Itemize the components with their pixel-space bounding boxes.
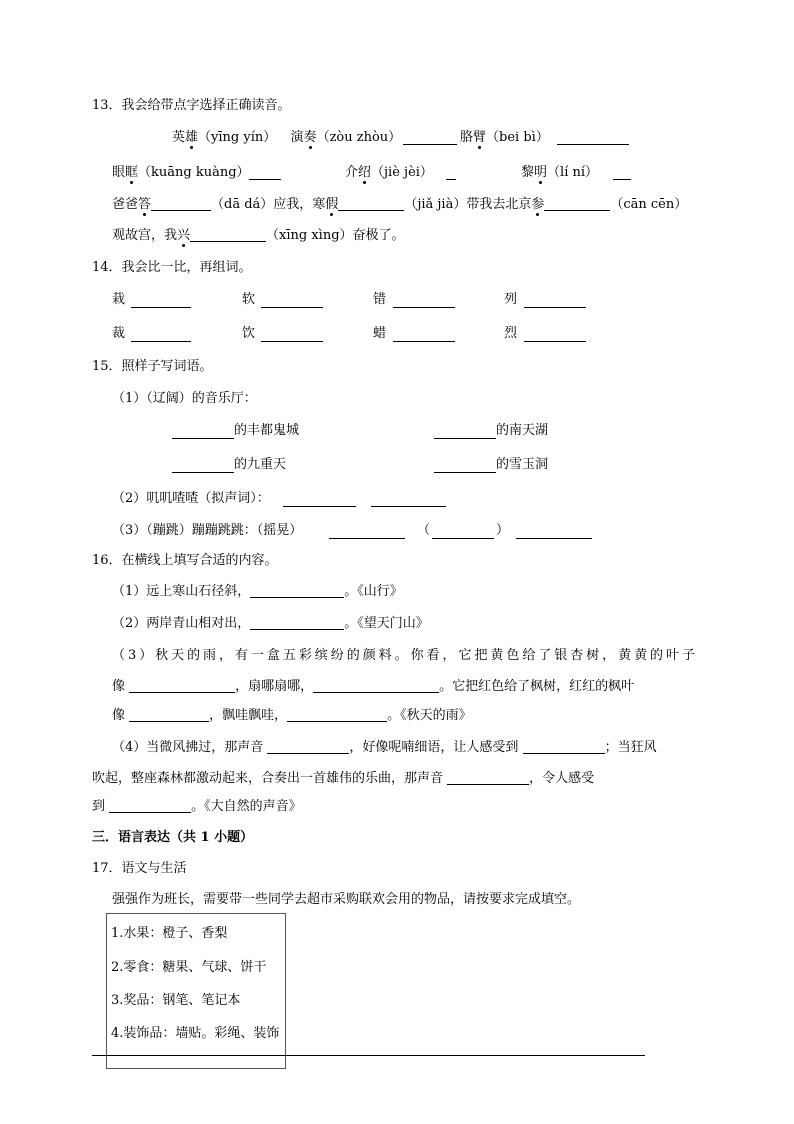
- list-item: 2.零食：糖果、气球、饼干: [111, 960, 267, 975]
- answer-blank[interactable]: [446, 165, 456, 180]
- q16-sub4-line2: [92, 769, 594, 789]
- q13-row2-c: [521, 163, 598, 183]
- q16-sub4-line1: [112, 738, 657, 758]
- shopping-list-box: [106, 913, 286, 1069]
- q15-sub3: [112, 521, 302, 541]
- text: ；当狂风: [604, 740, 657, 755]
- answer-blank[interactable]: [261, 327, 323, 342]
- compare-char: 栽: [112, 292, 126, 307]
- compare-char: 蜡: [373, 326, 387, 341]
- phrase-suffix: 的南天湖: [496, 423, 549, 438]
- answer-blank[interactable]: [371, 492, 446, 507]
- answer-blank[interactable]: [172, 424, 234, 439]
- answer-blank[interactable]: [129, 707, 209, 722]
- answer-blank[interactable]: [403, 130, 457, 145]
- q13-row1-c: [460, 128, 549, 148]
- text: 像: [112, 679, 126, 694]
- q16-sub2: [112, 614, 429, 634]
- q13-title: 13．我会给带点字选择正确读音。: [92, 98, 291, 113]
- source-text: 。《秋天的雨》: [387, 708, 472, 723]
- compare-char: 列: [504, 292, 518, 307]
- answer-blank[interactable]: [109, 798, 191, 813]
- pinyin-options: （jiǎ jià）带我去北京: [404, 197, 532, 212]
- pinyin-options: （lí ní）: [547, 165, 599, 180]
- answer-blank[interactable]: [129, 678, 235, 693]
- pinyin-options: （kuāng kuàng）: [138, 165, 250, 180]
- compare-char: 饮: [242, 326, 256, 341]
- answer-blank[interactable]: [434, 424, 496, 439]
- compare-char: 软: [242, 292, 256, 307]
- list-item: 3.奖品：钢笔、笔记本: [111, 993, 241, 1008]
- list-item: 1.水果：橙子、香梨: [111, 926, 228, 941]
- answer-blank[interactable]: [250, 583, 344, 598]
- dotted-char: 明: [534, 165, 548, 180]
- word-text: 英: [172, 130, 186, 145]
- prompt-text: （3）（蹦跳）蹦蹦跳跳：（摇晃）: [112, 523, 303, 538]
- source-text: 。《大自然的声音》: [191, 799, 302, 814]
- source-text: 。《山行》: [344, 584, 403, 599]
- text: 吹起，整座森林都激动起来，合奏出一首雄伟的乐曲，那声音: [92, 771, 444, 786]
- text: 观故宫，我: [112, 228, 178, 243]
- answer-blank[interactable]: [557, 130, 629, 145]
- word-text: 黎: [521, 165, 535, 180]
- q15-title: 15．照样子写词语。: [92, 359, 213, 374]
- q13-row4: [112, 226, 405, 246]
- answer-blank[interactable]: [338, 196, 404, 211]
- answer-blank[interactable]: [434, 458, 496, 473]
- text: ，扇哪扇哪，: [235, 679, 314, 694]
- answer-blank[interactable]: [131, 293, 191, 308]
- dotted-char: 雄: [185, 130, 199, 145]
- q13-row1: [172, 128, 401, 148]
- pinyin-options: （bei bì）: [486, 130, 549, 145]
- q13-row2-a: [112, 163, 250, 183]
- q16-sub4-line3: [92, 797, 302, 817]
- pinyin-options: （dā dá）应我，寒: [211, 197, 326, 212]
- word-text: 演: [290, 130, 304, 145]
- answer-blank[interactable]: [190, 227, 266, 242]
- answer-blank[interactable]: [524, 327, 586, 342]
- answer-blank[interactable]: [524, 293, 586, 308]
- answer-blank[interactable]: [267, 739, 349, 754]
- q17-title: 17．语文与生活: [92, 861, 187, 876]
- footer-divider: [92, 1055, 645, 1056]
- answer-blank[interactable]: [313, 678, 439, 693]
- text: ，令人感受: [529, 771, 595, 786]
- phrase-suffix: 的九重天: [234, 457, 287, 472]
- answer-blank[interactable]: [131, 327, 191, 342]
- q16-sub1: [112, 582, 403, 602]
- compare-char: 裁: [112, 326, 126, 341]
- prompt-text: （2）叽叽喳喳（拟声词）：: [112, 491, 270, 506]
- answer-blank[interactable]: [250, 615, 344, 630]
- dotted-char: 臂: [473, 130, 487, 145]
- text: （4）当微风拂过，那声音: [112, 740, 264, 755]
- answer-blank[interactable]: [329, 524, 405, 539]
- answer-blank[interactable]: [516, 524, 592, 539]
- answer-blank[interactable]: [393, 327, 455, 342]
- phrase-suffix: 的丰都鬼城: [234, 423, 300, 438]
- q16-sub3-line3: [112, 706, 472, 726]
- answer-blank[interactable]: [261, 293, 323, 308]
- answer-blank[interactable]: [393, 293, 455, 308]
- answer-blank[interactable]: [151, 196, 211, 211]
- q15-sub2: [112, 489, 270, 509]
- dotted-char: 眶: [125, 165, 139, 180]
- section-heading: 三．语言表达（共 1 小题）: [92, 830, 254, 845]
- paren-close: ）: [496, 523, 510, 538]
- q14-title: 14．我会比一比，再组词。: [92, 260, 252, 275]
- dotted-char: 绍: [358, 165, 372, 180]
- text: ，好像呢喃细语，让人感受到: [349, 740, 519, 755]
- q17-intro: 强强作为班长，需要带一些同学去超市采购联欢会用的物品，请按要求完成填空。: [112, 892, 581, 907]
- pinyin-options: （xīng xìng）奋极了。: [266, 228, 405, 243]
- word-text: 胳: [460, 130, 474, 145]
- prompt-text: （2）两岸青山相对出，: [112, 616, 251, 631]
- word-text: 眼: [112, 165, 126, 180]
- answer-blank[interactable]: [283, 492, 356, 507]
- answer-blank[interactable]: [544, 196, 610, 211]
- answer-blank[interactable]: [249, 165, 281, 180]
- answer-blank[interactable]: [172, 458, 234, 473]
- answer-blank[interactable]: [447, 770, 529, 785]
- dotted-char: 兴: [177, 228, 191, 243]
- answer-blank[interactable]: [523, 739, 605, 754]
- text: 爸爸: [112, 197, 139, 212]
- pinyin-options: （yīng yín）: [198, 130, 277, 145]
- q16-sub3-line2: [112, 677, 634, 697]
- pinyin-options: （jiè jèi）: [371, 165, 433, 180]
- q13-row3: [112, 195, 687, 215]
- pinyin-options: （zòu zhòu）: [316, 130, 402, 145]
- paren-open: （: [417, 523, 431, 538]
- dotted-char: 奏: [303, 130, 317, 145]
- answer-blank[interactable]: [287, 707, 387, 722]
- list-item: 4.装饰品：墙贴。彩绳、装饰: [111, 1026, 280, 1041]
- text: 到: [92, 799, 106, 814]
- dotted-char: 假: [325, 197, 339, 212]
- answer-blank[interactable]: [432, 524, 494, 539]
- text: ，飘哇飘哇，: [209, 708, 288, 723]
- phrase-suffix: 的雪玉洞: [496, 457, 549, 472]
- pinyin-options: （cān cēn）: [610, 197, 688, 212]
- dotted-char: 参: [531, 197, 545, 212]
- q16-sub3-line1: （3）秋天的雨，有一盒五彩缤纷的颜料。你看，它把黄色给了银杏树，黄黄的叶子: [112, 648, 695, 663]
- q16-title: 16．在横线上填写合适的内容。: [92, 553, 278, 568]
- q13-row2-b: [345, 163, 433, 183]
- text: 。它把红色给了枫树，红红的枫叶: [439, 679, 635, 694]
- dotted-char: 答: [138, 197, 152, 212]
- word-text: 介: [345, 165, 359, 180]
- prompt-text: （1）远上寒山石径斜，: [112, 584, 251, 599]
- answer-blank[interactable]: [613, 165, 631, 180]
- q15-sub1: （1）（辽阔）的音乐厅：: [112, 391, 257, 406]
- text: 像: [112, 708, 126, 723]
- compare-char: 错: [373, 292, 387, 307]
- compare-char: 烈: [504, 326, 518, 341]
- source-text: 。《望天门山》: [344, 616, 429, 631]
